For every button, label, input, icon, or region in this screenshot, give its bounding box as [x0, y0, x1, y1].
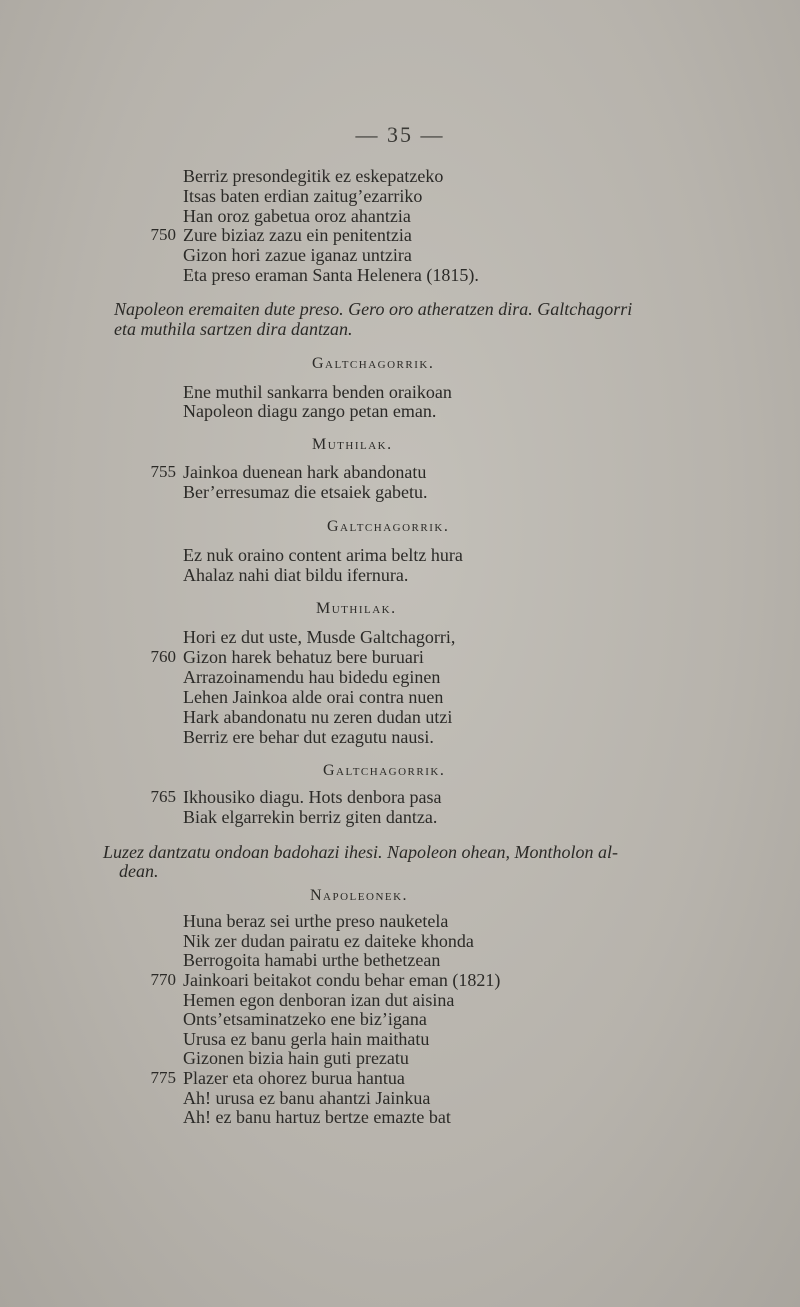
verse-line: Gizon hori zazue iganaz untzira: [183, 245, 412, 265]
stage-direction: eta muthila sartzen dira dantzan.: [114, 319, 353, 339]
speaker-heading: Galtchagorrik.: [312, 355, 435, 372]
verse-line: Nik zer dudan pairatu ez daiteke khonda: [183, 931, 474, 951]
speaker-heading: Muthilak.: [316, 600, 397, 617]
verse-line: Jainkoa duenean hark abandonatu: [183, 462, 427, 482]
verse-line: Berriz ere behar dut ezagutu nausi.: [183, 727, 434, 747]
verse-line: Ene muthil sankarra benden oraikoan: [183, 382, 452, 402]
verse-line: Gizonen bizia hain guti prezatu: [183, 1048, 409, 1068]
verse-line: Han oroz gabetua oroz ahantzia: [183, 206, 411, 226]
page-number: — 35 —: [355, 122, 445, 147]
verse-line: Itsas baten erdian zaitug’ezarriko: [183, 186, 423, 206]
verse-line: Huna beraz sei urthe preso nauketela: [183, 911, 449, 931]
line-number: 760: [150, 647, 176, 666]
verse-line: Onts’etsaminatzeko ene biz’igana: [183, 1009, 427, 1029]
verse-line: Eta preso eraman Santa Helenera (1815).: [183, 265, 479, 285]
verse-line: Zure biziaz zazu ein penitentzia: [183, 225, 412, 245]
verse-line: Napoleon diagu zango petan eman.: [183, 401, 437, 421]
stage-direction: Napoleon eremaiten dute preso. Gero oro atheratzen dira. Galtchagorri: [114, 299, 633, 319]
verse-line: Hark abandonatu nu zeren dudan utzi: [183, 707, 453, 727]
verse-line: Ah! urusa ez banu ahantzi Jainkua: [183, 1088, 431, 1108]
verse-line: Urusa ez banu gerla hain maithatu: [183, 1029, 430, 1049]
stage-direction: Luzez dantzatu ondoan badohazi ihesi. Napoleon ohean, Montholon al-: [103, 842, 618, 862]
verse-line: Ez nuk oraino content arima beltz hura: [183, 545, 463, 565]
line-number: 775: [150, 1068, 176, 1087]
verse-line: Arrazoinamendu hau bidedu eginen: [183, 667, 441, 687]
verse-line: Berriz presondegitik ez eskepatzeko: [183, 166, 444, 186]
verse-line: Ah! ez banu hartuz bertze emazte bat: [183, 1107, 451, 1127]
verse-line: Jainkoari beitakot condu behar eman (1821): [183, 970, 501, 990]
verse-line: Hori ez dut uste, Musde Galtchagorri,: [183, 627, 456, 647]
verse-line: Plazer eta ohorez burua hantua: [183, 1068, 405, 1088]
speaker-heading: Galtchagorrik.: [327, 518, 450, 535]
verse-line: Hemen egon denboran izan dut aisina: [183, 990, 455, 1010]
speaker-heading: Galtchagorrik.: [323, 762, 446, 779]
speaker-heading: Napoleonek.: [310, 887, 409, 904]
speaker-heading: Muthilak.: [312, 436, 393, 453]
verse-line: Ber’erresumaz die etsaiek gabetu.: [183, 482, 428, 502]
verse-line: Ahalaz nahi diat bildu ifernura.: [183, 565, 409, 585]
verse-line: Berrogoita hamabi urthe bethetzean: [183, 950, 441, 970]
verse-line: Ikhousiko diagu. Hots denbora pasa: [183, 787, 442, 807]
stage-direction: dean.: [119, 861, 159, 881]
line-number: 750: [150, 225, 176, 244]
line-number: 765: [150, 787, 176, 806]
verse-line: Biak elgarrekin berriz giten dantza.: [183, 807, 438, 827]
verse-line: Gizon harek behatuz bere buruari: [183, 647, 424, 667]
verse-line: Lehen Jainkoa alde orai contra nuen: [183, 687, 444, 707]
line-number: 755: [150, 462, 176, 481]
line-number: 770: [150, 970, 176, 989]
